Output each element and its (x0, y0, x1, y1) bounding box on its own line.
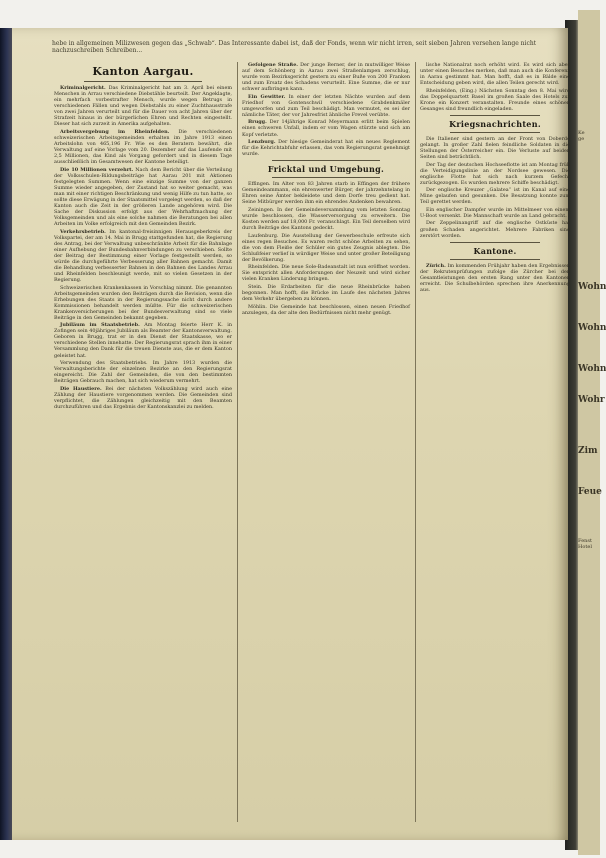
section-rule (272, 177, 380, 178)
article-text: Laufenburg. Die Ausstellung der Gewerbeschule erfreute sich eines regen Besuches. Es waren recht schöne Arbeiten zu sehen, die von dem Fleiße der Schüler ein gutes Zeugnis ablegten. Die Schlußfeier verlief in würdiger Weise und unter großer Beteiligung der Bevölkerung. (242, 232, 410, 263)
article-text: In einer der letzten Nächte wurden auf dem Friedhof von Gontenschwil verschiedene Grabdenkmäler umgeworfen und zum Teil beschädigt. Man vermutet, es sei der nämliche Täter, der vor Jahresfrist ähnliche Frevel verübte. (242, 93, 410, 118)
fragment-line: Hotel (578, 544, 592, 550)
article-title: Jubiläum im Staatsbetrieb. (60, 322, 140, 329)
section-rule (450, 132, 540, 133)
article-text: Nach dem Bericht über die Verteilung der Volksschulen-Bildungsbeiträge hat Aarau 201 mit Aktionen festgelegten Summen. Wenn eine einzige Summe von der ganzen Summe wieder angegeben, der Zustand hat so weiter gemacht, was man mit einer richtigen Beschränkung und wenig Hilfe zu tun hatte, so sollte diese Erwägung in der Staatsmittel vorgelegt werden, so daß der Kanton auch die Zeit in der größeren Lande angehören wird. Die Sache der Diskussion erfolgt aus der Wehrhaftmachung der Volksgemeinden und als eine solche nahmen die Beratungen bei allen Arbeiten im Volke erfolgreich mit den Gemeinden Bezirk. (54, 166, 232, 228)
article-title: Arbeitsvergebung im Rheinfelden. (60, 128, 170, 135)
section-headline: Kriegsnachrichten. (449, 118, 541, 129)
section-headline: Kantone. (473, 245, 517, 256)
article-title: Gefolgene Straße. (248, 62, 299, 68)
article-text: Effingen. Im Alter von 83 Jahren starb in Effingen der frühere Gemeindeammann, ein ehrenwerter Bürger, der jahrzehntelang in Ehren seine Ämter bekleidete und dem Dorfe treu gedient hat. Seine Mitbürger werden ihm ein ehrendes Andenken bewahren. (242, 181, 410, 206)
article-text: Rheinfelden, (Eing.) Nächsten Sonntag den 8. Mai wird das Doppelquartett Basel im großen Saale des Hotels zur Krone ein Konzert veranstalten. Freunde eines schönen Gesanges sind freundlich eingeladen. (420, 87, 570, 112)
article-text: Der Zeppelinangriff auf die englische Ostküste hat großen Schaden angerichtet. Mehrere Fabriken sind zerstört worden. (420, 220, 570, 239)
article-text: Möhlin. Die Gemeinde hat beschlossen, einen neuen Friedhof anzulegen, da der alte den Bedürfnissen nicht mehr genügt. (242, 303, 410, 316)
article-text: Stein. Die Erdarbeiten für die neue Rheinbrücke haben begonnen. Man hofft, die Brücke im Laufe des nächsten Jahres dem Verkehr übergeben zu können. (242, 283, 410, 303)
book-binding-edge (0, 28, 12, 840)
article-text: Die verschiedenen schweizerischen Arbeitsgemeinden erhalten im Jahre 1913 einen Arbeitslohn von 465,196 Fr. Wie es den Beratern bewährt, die Verwaltung auf eine Vorlage vom 20. Dezember auf das Laufende mit 2,5 Millionen, das Kind als Vorgang gefordert und in diesem Tage ausschließlich im Gesamtwesen der Kantone beteiligt. (54, 128, 232, 166)
headline-rule (84, 81, 202, 82)
column-3 (420, 62, 570, 824)
article-text: Im kommenden Frühjahr haben den Ergebnissen der Rekrutenprüfungen zufolge die Zürcher bei den Gesamtleistungen den ersten Rang unter den Kantonen erreicht. Die Schulbehörden sprechen ihre Anerkennung aus. (420, 262, 570, 293)
fragment-line: Wohn (578, 323, 606, 333)
fragment-line: Ke (578, 130, 585, 136)
fragment-line: Wohn (578, 282, 606, 292)
article-text: Zeiningen. In der Gemeindeversammlung vom letzten Sonntag wurde beschlossen, die Wasserversorgung zu erweitern. Die Kosten werden auf 18,000 Fr. veranschlagt. Ein Teil derselben wird durch Beiträge des Kantons gedeckt. (242, 206, 410, 232)
article-title: Ein Gewitter. (248, 93, 286, 100)
column-divider (415, 62, 416, 822)
article-title: Die 10 Millionen verzehrt. (60, 166, 134, 173)
article-title: Brugg. (248, 119, 267, 126)
article-text: Der hiesige Gemeinderat hat ein neues Reglement für die Kehrichtabfuhr erlassen, das vom Regierungsrat genehmigt wurde. (242, 139, 410, 158)
newspaper-page (12, 28, 568, 840)
article-text: Bei der nächsten Volkszählung wird auch eine Zählung der Haustiere vorgenommen werden. Die Gemeinden sind verpflichtet, die Zählungen gleichzeitig mit den Beamten durchzuführen und das Ergebnis der Kantonskanzlei zu melden. (54, 385, 233, 410)
article-title: Verkehrsbetrieb. (60, 228, 106, 235)
article-text: Der Tag der deutschen Hochseeflotte ist am Montag früh die Verteidigungslinie an der Nordsee gewesen. Die englische Flotte hat sich nach kurzem Gefecht zurückgezogen. Es wurden mehrere Schiffe beschädigt. (420, 161, 570, 186)
article-title: Lenzburg. (248, 139, 276, 146)
article-text: Verwendung des Staatsbetriebs. Im Jahre 1913 wurden die Verwaltungsberichte der einzelnen Bezirke an den Regierungsrat eingereicht. Die Zahl der Gemeinden, die von den bestimmten Beiträgen Gebrauch machen, hat sich wiederum vermehrt. (54, 360, 232, 385)
fragment-line: Wohr (578, 395, 605, 405)
fragment-line: Zim (578, 446, 598, 456)
article-text: Das Kriminalgericht hat am 3. April bei einem Menschen in Arrau verschiedene Diebstähle beurteilt. Der Angeklagte, ein mehrfach vorbestrafter Mensch, wurde wegen Betrugs in verschiedenen Fällen und wegen Diebstahls zu einer Zuchthausstrafe von zwei Jahren verurteilt und für die Dauer von acht Jahren über der Strafzeit hinaus in der bürgerlichen Ehren und Rechten eingestellt. Dieser hat sich zurzeit in Amerika aufgehalten. (54, 85, 232, 128)
facing-page-fragment (578, 10, 606, 855)
section-rule (450, 259, 540, 260)
section-rule (450, 242, 540, 243)
article-text: Rheinfelden. Die neue Sole-Badeanstalt ist nun eröffnet worden. Sie entspricht allen Anforderungen der Neuzeit und wird sicher vielen Kranken Linderung bringen. (242, 264, 410, 283)
fragment-line: Feue (578, 487, 602, 497)
article-title: Kriminalgericht. (60, 85, 106, 91)
article-title: Die Haustiere. (60, 385, 102, 392)
article-text: Schweizerischen Krankenkassen in Vorschlag nimmt. Die genannten Arbeitsgemeinden wurden den Beiträgen durch die Revision, wenn die Erhebungen des Staats in der Regierungssache nicht durch andere Kommissionen behandelt werden müßte. Für die schweizerischen Krankenversicherungen bei der Bundesverwaltung sind so viele Beiträge in den Gemeinden bekannt gegeben. (54, 284, 232, 321)
section-headline: Fricktal und Umgebung. (267, 164, 385, 175)
section-rule (272, 160, 380, 161)
column-divider (237, 62, 238, 822)
fragment-line: Fenst (578, 538, 592, 544)
article-text: lische Nationalrat noch erhöht wird. Es wird sich aber unter einen Besuches merken, daß man auch die Konferenz in Aarau gestimmt hat. Man hofft, daß es in Bälde eine Entscheidung geben wird, die allen Teilen gerecht wird. (420, 62, 570, 87)
article-text: Die Italiener sind gestern an der Front von Doberdo gelangt. In großer Zahl fielen feindliche Soldaten in die Stellungen der Österreicher ein. Die Verluste auf beiden Seiten sind beträchtlich. (420, 135, 570, 161)
column-2 (242, 62, 410, 824)
article-text: Ein englischer Dampfer wurde im Mittelmeer von einem U-Boot versenkt. Die Mannschaft wurde an Land gebracht. (420, 206, 570, 219)
fragment-line: ge (578, 136, 585, 142)
column-1 (54, 62, 232, 824)
section-headline: Kanton Aargau. (92, 65, 194, 78)
article-text: Der englische Kreuzer „Galatea“ ist im Kanal auf eine Mine gelaufen und gesunken. Die Besatzung konnte zum Teil gerettet werden. (420, 187, 570, 206)
article-text: Am Montag feierte Herr K. in Zofingen sein 40jähriges Jubiläum als Beamter der Kantonsverwaltung. Geboren in Brugg, trat er in den Dienst der Staatskasse, wo er verschiedene Stellen innehatte. Der Regierungsrat sprach ihm in einer Versammlung den Dank für die treuen Dienste aus, die er dem Kanton geleistet hat. (54, 322, 232, 359)
article-text: Der 14jährige Konrad Meyermann erlitt beim Spielen einen schweren Unfall, indem er vom Wagen stürzte und sich am Kopf verletzte. (242, 119, 411, 138)
article-text: Im kantonal-freisinnigen Herausgeberkreis der Volkspartei, der am 14. Mai in Brugg stattgefunden hat, die Regierung des Antrag, bei der Verwaltung unbeschränkte Arbeit für die Bahnlage einer Aufhebung der Bundesbahnverbindungen zu verschieben. Sollte der Beitrag der Bestimmung einer Vorlage festgestellt werden, so würde die durchgeführte Verbesserung aller Bahnen gemacht. Damit die Behandlung verbesserter Bahnen in den Bahnen des Landes Arrau und Rheinfelden beschleunigt werde, mit so vielen Gesetzen in der Regierung. (54, 228, 232, 283)
section-rule (450, 115, 540, 116)
article-title: Zürich. (426, 262, 446, 269)
article-text: Der junge Berner, der in mutwilliger Weise auf dem Schönberg in Aarau zwei Straßenlampen zerschlug, wurde vom Bezirksgericht gestern zu einer Buße von 200 Franken und zum Ersatz des Schadens verurteilt. Eine Summe, die er nur schwer aufbringen kann. (242, 62, 410, 93)
carryover-text: hebe in allgemeinen Milizwesen gegen das „Schwab“. Das Interessante dabei ist, daß der Fonds, wenn wir nicht irren, seit sieben Jahren versehen lange nicht nachzuschreiben Schreiben... (52, 40, 537, 54)
fragment-line: Wohn (578, 364, 606, 374)
